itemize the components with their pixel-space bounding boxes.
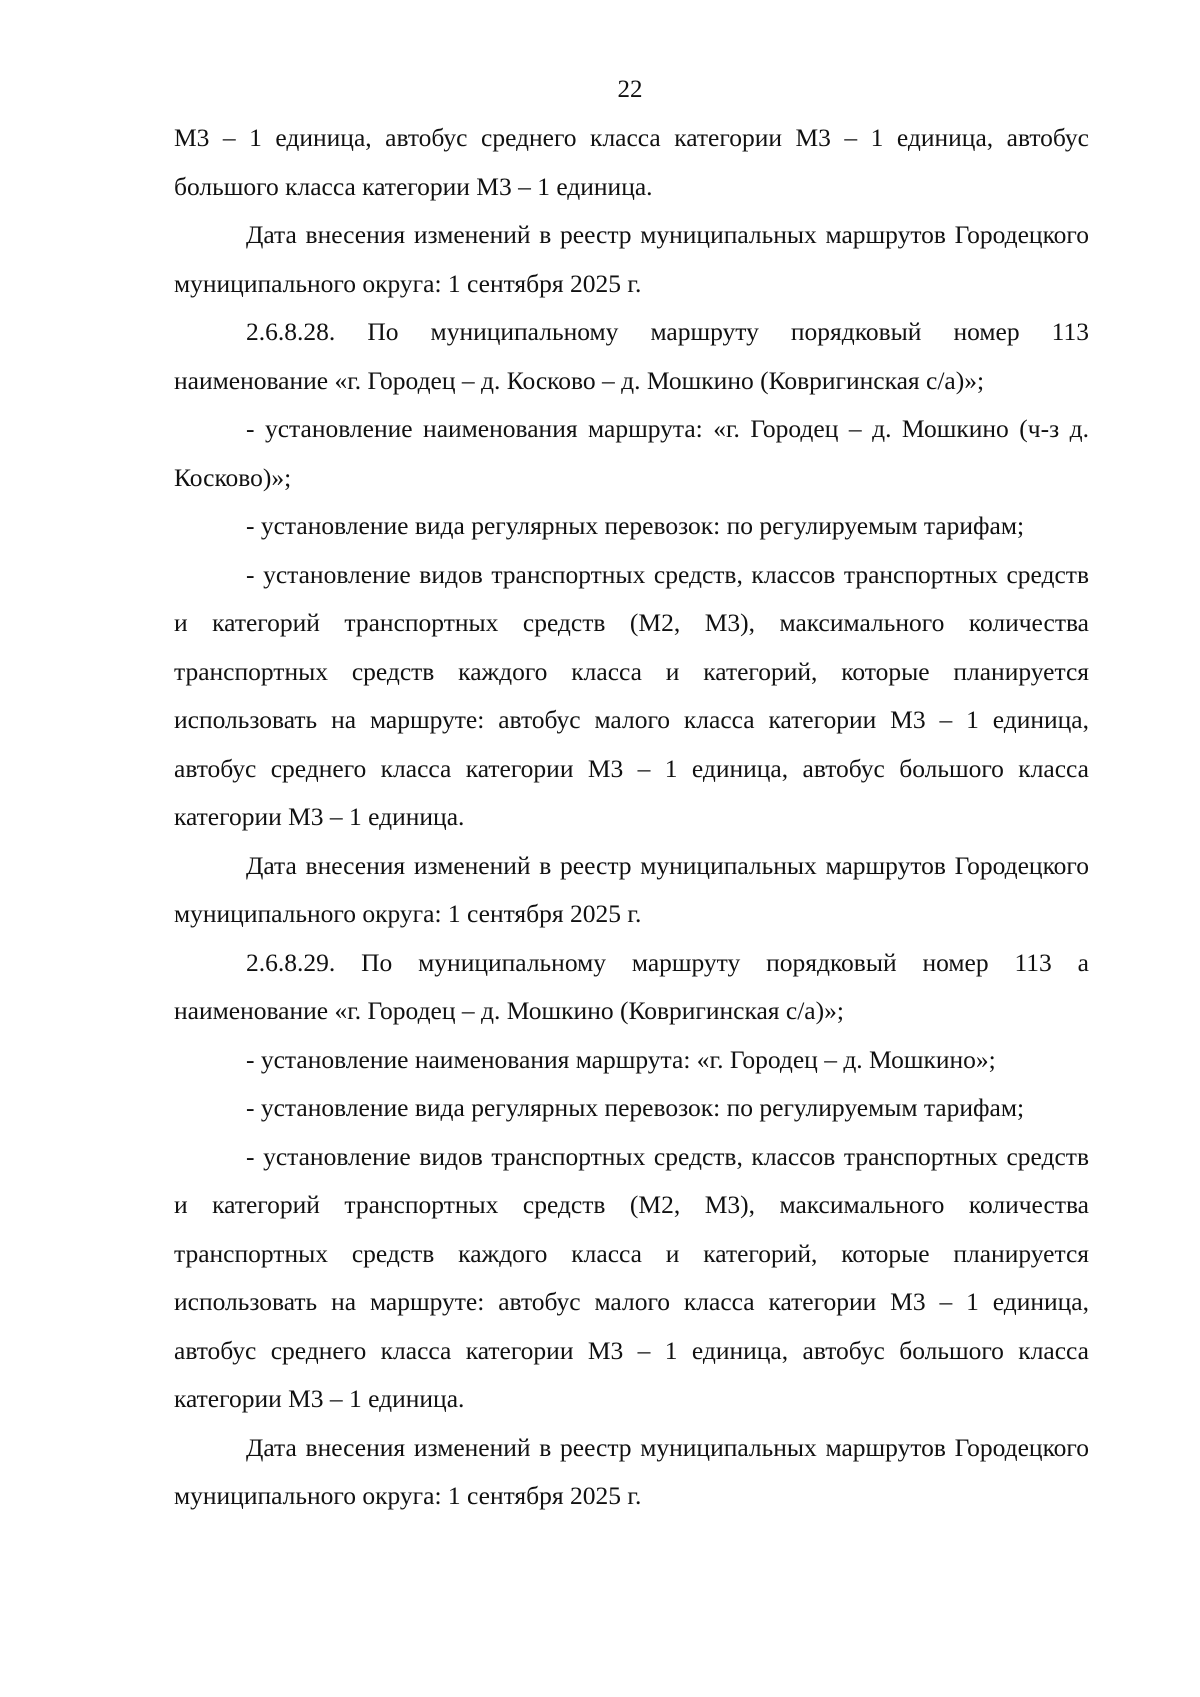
paragraph-route-2-6-8-28: 2.6.8.28. По муниципальному маршруту порядковый номер 113 наименование «г. Городец – д. Косково – д. Мошкино (Ковригинская с/а)»;: [174, 317, 1089, 395]
paragraph-registry-date: Дата внесения изменений в реестр муниципальных маршрутов Городецкого муниципального округа: 1 сентября 2025 г.: [174, 850, 1089, 928]
paragraph-route-name: - установление наименования маршрута: «г. Городец – д. Мошкино (ч-з д. Косково)»;: [174, 414, 1089, 492]
paragraph-transport-type: - установление вида регулярных перевозок: по регулируемым тарифам;: [246, 1093, 1025, 1122]
document-body: [174, 114, 1089, 1521]
paragraph-route-name: - установление наименования маршрута: «г. Городец – д. Мошкино»;: [246, 1044, 996, 1074]
page-number: 22: [617, 76, 643, 103]
paragraph-continuation: М3 – 1 единица, автобус среднего класса категории М3 – 1 единица, автобус большого класса категории М3 – 1 единица.: [174, 123, 1089, 201]
paragraph-vehicle-classes: - установление видов транспортных средств, классов транспортных средств и категорий транспортных средств (М2, М3), максимального количества транспортных средств каждого класса и категорий, которые планируется использовать на маршруте: автобус малого класса категории М3 – 1 единица, автобус среднего класса категории М3 – 1 единица, автобус большого класса категории М3 – 1 единица.: [174, 559, 1089, 831]
paragraph-registry-date: Дата внесения изменений в реестр муниципальных маршрутов Городецкого муниципального округа: 1 сентября 2025 г.: [174, 220, 1089, 298]
paragraph-vehicle-classes: - установление видов транспортных средств, классов транспортных средств и категорий транспортных средств (М2, М3), максимального количества транспортных средств каждого класса и категорий, которые планируется использовать на маршруте: автобус малого класса категории М3 – 1 единица, автобус среднего класса категории М3 – 1 единица, автобус большого класса категории М3 – 1 единица.: [174, 1141, 1089, 1413]
paragraph-route-2-6-8-29: 2.6.8.29. По муниципальному маршруту порядковый номер 113 а наименование «г. Городец – д. Мошкино (Ковригинская с/а)»;: [174, 947, 1089, 1025]
paragraph-registry-date: Дата внесения изменений в реестр муниципальных маршрутов Городецкого муниципального округа: 1 сентября 2025 г.: [174, 1432, 1089, 1510]
paragraph-transport-type: - установление вида регулярных перевозок: по регулируемым тарифам;: [246, 511, 1025, 540]
